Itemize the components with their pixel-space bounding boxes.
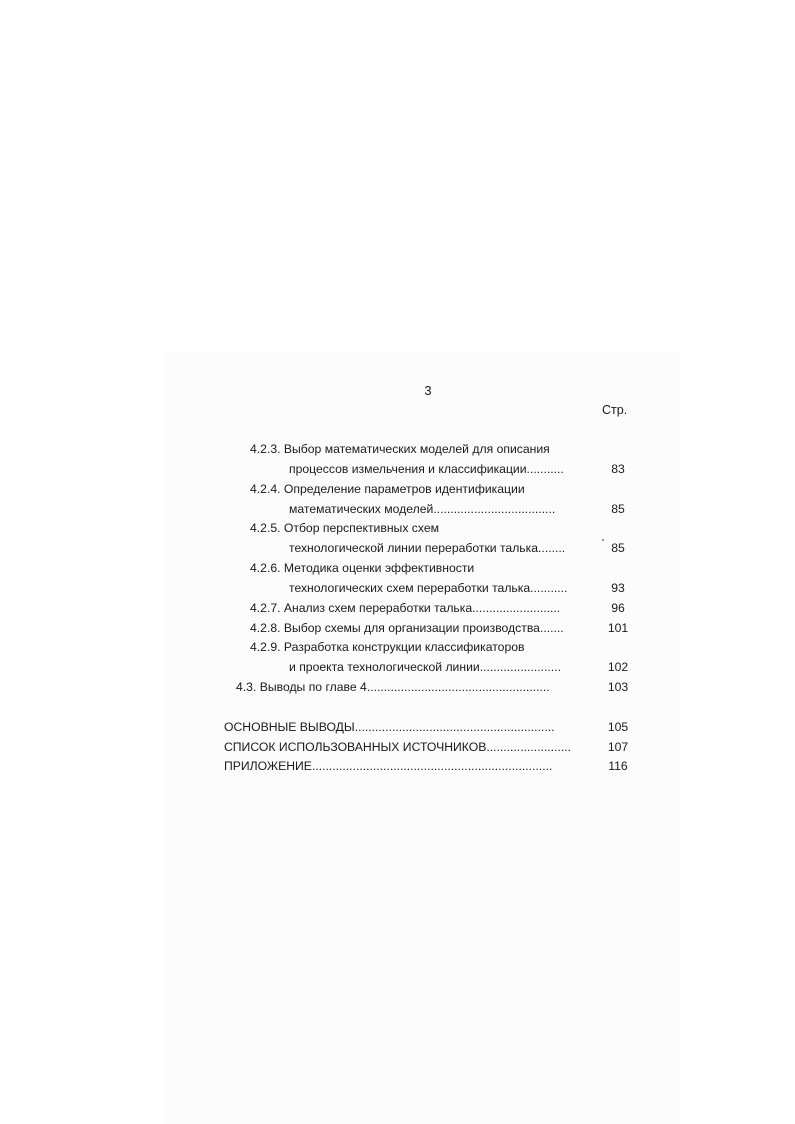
toc-entry-main-conclusions <box>224 717 554 737</box>
toc-entry-text: 4.2.4. Определение параметров идентификации <box>250 482 525 496</box>
toc-entry-4-2-6-line1 <box>250 558 474 578</box>
toc-entry-text: процессов измельчения и классификации <box>289 462 527 476</box>
toc-entry-4-2-3-line1 <box>250 439 550 459</box>
toc-entry-text: 4.2.3. Выбор математических моделей для описания <box>250 442 550 456</box>
toc-page-number: 96 <box>611 601 625 615</box>
toc-page-number: 101 <box>607 621 629 635</box>
toc-entry-text: ОСНОВНЫЕ ВЫВОДЫ <box>224 720 355 734</box>
toc-page-number: 116 <box>608 759 628 773</box>
toc-page-number: 105 <box>607 720 629 734</box>
toc-entry-text: 4.2.9. Разработка конструкции классификаторов <box>250 640 525 654</box>
toc-entry-text: технологической линии переработки талька <box>289 541 539 555</box>
toc-leader-dots: ....................................................................... <box>311 759 553 773</box>
toc-page-number: 85 <box>611 541 625 555</box>
scan-speck <box>602 539 604 541</box>
toc-entry-4-2-9-line2 <box>289 657 561 677</box>
toc-page-number: 107 <box>607 740 629 754</box>
toc-leader-dots: .................................... <box>433 502 556 516</box>
toc-entry-text: СПИСОК ИСПОЛЬЗОВАННЫХ ИСТОЧНИКОВ <box>224 740 487 754</box>
toc-leader-dots: ........................ <box>479 660 561 674</box>
toc-entry-text: 4.2.6. Методика оценки эффективности <box>250 561 475 575</box>
toc-leader-dots: ........... <box>530 581 568 595</box>
toc-leader-dots: ......................... <box>486 740 571 754</box>
toc-entry-4-2-6-line2 <box>289 578 567 598</box>
page-number: 3 <box>424 383 432 398</box>
toc-leader-dots: ........... <box>526 462 564 476</box>
toc-entry-text: технологических схем переработки талька <box>289 581 531 595</box>
toc-entry-4-2-3-line2 <box>289 459 564 479</box>
toc-entry-4-2-5-line2 <box>289 538 565 558</box>
toc-entry-4-2-4-line1 <box>250 479 525 499</box>
toc-leader-dots: .......................... <box>472 601 561 615</box>
toc-page-number: 83 <box>611 462 625 476</box>
toc-entry-text: математических моделей <box>289 502 434 516</box>
toc-entry-references <box>224 737 571 757</box>
toc-entry-4-2-8 <box>250 618 564 638</box>
toc-page-number: 103 <box>607 680 629 694</box>
toc-entry-4-2-4-line2 <box>289 499 555 519</box>
toc-leader-dots: ........ <box>538 541 566 555</box>
toc-entry-text: ПРИЛОЖЕНИЕ <box>224 759 312 773</box>
toc-leader-dots: ...................................................... <box>366 680 550 694</box>
page-column-header: Стр. <box>602 403 628 417</box>
toc-entry-text: и проекта технологической линии <box>289 660 480 674</box>
toc-entry-4-2-7 <box>250 598 560 618</box>
toc-page-number: 102 <box>607 660 629 674</box>
toc-entry-text: 4.3. Выводы по главе 4 <box>236 680 367 694</box>
toc-leader-dots: ....... <box>539 621 564 635</box>
toc-page-number: 93 <box>611 581 625 595</box>
toc-entry-text: 4.2.7. Анализ схем переработки талька <box>250 601 473 615</box>
toc-page-number: 85 <box>611 502 625 516</box>
toc-entry-4-2-9-line1 <box>250 637 524 657</box>
toc-leader-dots: ........................................................... <box>354 720 555 734</box>
toc-entry-appendix <box>224 756 552 776</box>
toc-entry-text: 4.2.8. Выбор схемы для организации производства <box>250 621 540 635</box>
toc-entry-4-2-5-line1 <box>250 518 439 538</box>
toc-entry-4-3 <box>236 677 550 697</box>
toc-entry-text: 4.2.5. Отбор перспективных схем <box>250 521 440 535</box>
